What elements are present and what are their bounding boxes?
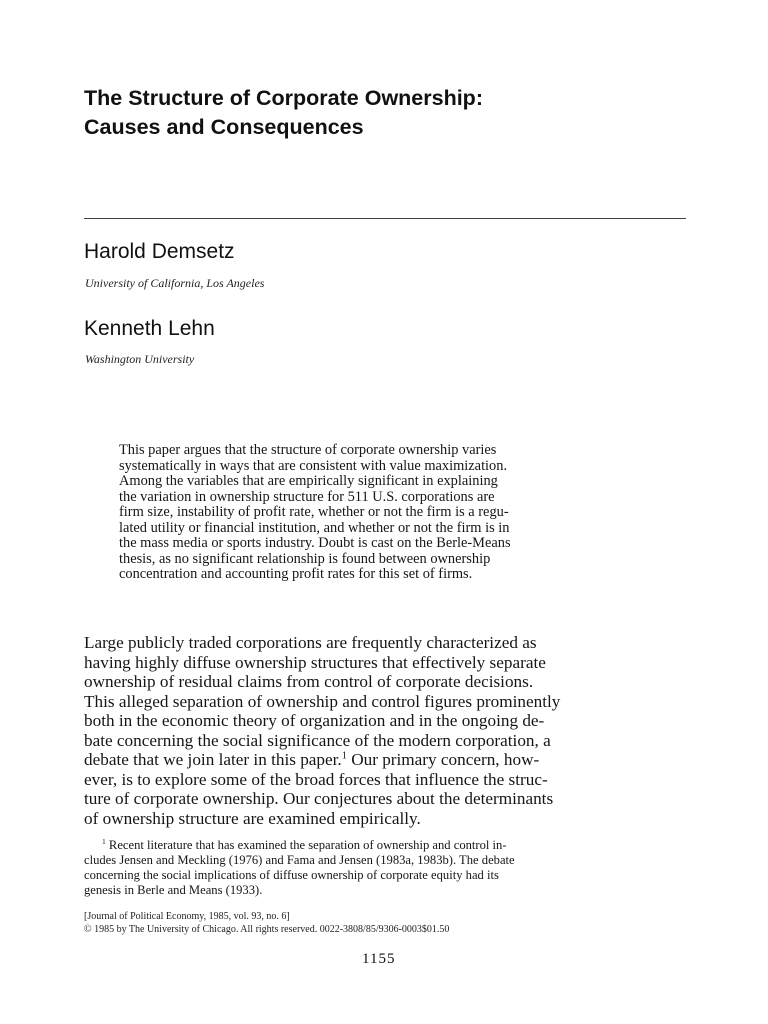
abstract-line: the variation in ownership structure for 511 U.S. corporations are	[119, 488, 495, 505]
body-line: bate concerning the social significance of the modern corporation, a	[84, 730, 551, 750]
title-line-1: The Structure of Corporate Ownership:	[84, 86, 483, 110]
body-line: ever, is to explore some of the broad forces that influence the struc-	[84, 769, 548, 789]
abstract-line: concentration and accounting profit rates for this set of firms.	[119, 566, 473, 582]
abstract-line: thesis, as no significant relationship is found between ownership	[119, 550, 491, 567]
footnote-line: concerning the social implications of diffuse ownership of corporate equity had its	[84, 868, 499, 882]
journal-citation: [Journal of Political Economy, 1985, vol. 93, no. 6]	[84, 911, 290, 922]
body-line: having highly diffuse ownership structures that effectively separate	[84, 652, 546, 672]
footnote-line: genesis in Berle and Means (1933).	[84, 883, 263, 897]
footnote-reference[interactable]: 1	[341, 750, 347, 762]
body-line: of ownership structure are examined empirically.	[84, 808, 421, 828]
page-number: 1155	[362, 951, 396, 967]
title-line-2: Causes and Consequences	[84, 115, 364, 139]
author-affiliation-1: University of California, Los Angeles	[85, 276, 265, 290]
body-line: both in the economic theory of organization and in the ongoing de-	[84, 711, 545, 730]
article-title	[84, 84, 704, 142]
footnote	[84, 838, 686, 898]
copyright-notice: © 1985 by The University of Chicago. All rights reserved. 0022-3808/85/9306-0003$01.50	[84, 924, 450, 935]
footnote-line	[84, 838, 686, 853]
abstract	[119, 443, 651, 583]
body-line: ownership of residual claims from control of corporate decisions.	[84, 672, 534, 691]
abstract-line: firm size, instability of profit rate, whether or not the firm is a regu-	[119, 504, 509, 520]
body-line: This alleged separation of ownership and control figures prominently	[84, 691, 561, 711]
abstract-line: lated utility or financial institution, and whether or not the firm is in	[119, 519, 510, 536]
footnote-marker: 1	[102, 836, 106, 846]
abstract-line: the mass media or sports industry. Doubt is cast on the Berle-Means	[119, 535, 511, 551]
footnote-line: cludes Jensen and Meckling (1976) and Fama and Jensen (1983a, 1983b). The debate	[84, 853, 515, 867]
author-name-2: Kenneth Lehn	[84, 317, 215, 340]
author-name-1: Harold Demsetz	[84, 240, 235, 263]
abstract-line: systematically in ways that are consistent with value maximization.	[119, 457, 508, 474]
title-divider	[84, 218, 686, 219]
body-line-with-note	[84, 750, 686, 770]
body-line: Large publicly traded corporations are frequently characterized as	[84, 633, 537, 652]
journal-info	[84, 910, 684, 936]
body-paragraph	[84, 633, 686, 828]
body-text-segment: debate that we join later in this paper.	[84, 750, 342, 769]
abstract-line: Among the variables that are empirically significant in explaining	[119, 473, 498, 489]
footnote-text: Recent literature that has examined the separation of ownership and control in-	[105, 838, 507, 852]
body-line: ture of corporate ownership. Our conjectures about the determinants	[84, 789, 554, 808]
abstract-line: This paper argues that the structure of corporate ownership varies	[119, 442, 497, 458]
body-text-segment: Our primary concern, how-	[346, 750, 540, 769]
author-affiliation-2: Washington University	[85, 352, 195, 366]
